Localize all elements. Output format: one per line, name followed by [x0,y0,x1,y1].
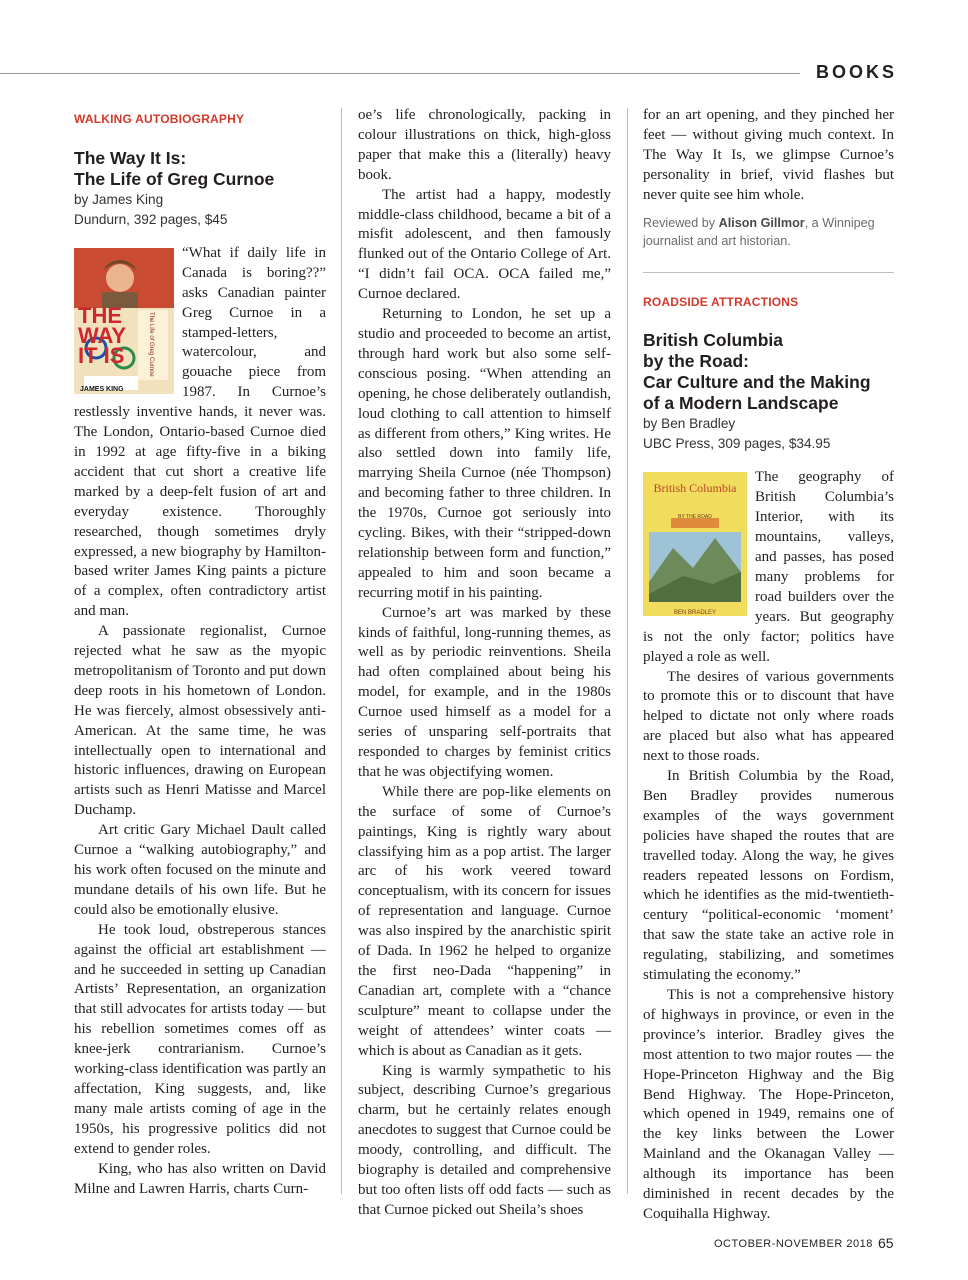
body-paragraph: While there are pop-like elements on the surface of some of Curnoe’s paintings, King is rightly wary about classifying him as a pop artist. The larger arc of his work veered toward conceptualism, with its concern for issues of representation and language. Curnoe was also inspired by the anarchistic spirit of Dada. In 1962 he helped to organize the first neo-Dada “happening” in Canadian art, complete with a “chance sculpture” meant to collapse under the weight of attendees’ winter coats — which is about as Canadian as it gets. [358,783,611,1059]
review-divider [643,272,894,273]
review2-title-line: by the Road: [643,351,749,372]
cover-author: JAMES KING [80,385,124,393]
reviewer-name: Alison Gillmor [718,215,805,230]
cover2-subtitle: BY THE ROAD [678,514,712,521]
review2-title-line: Car Culture and the Making [643,372,871,393]
body-paragraph: This is not a comprehensive history of highways in province, or even in the province’s interior. Bradley gives the most attention to two major routes — the Hope-Princeton Highway and the Big Bend Highway. The Hope-Princeton, which opened in 1949, remains one of the key links between the Lower Mainland and the Okanagan Valley — although its importance has been diminished in recent decades by the Coquihalla Highway. [643,987,894,1222]
column-1 [74,106,326,1199]
cover-big-text [78,302,127,368]
cover-spine-text: The Life of Greg Curnoe [148,311,154,377]
column-3 [643,106,894,1225]
review1-title-line: The Life of Greg Curnoe [74,168,275,189]
body-paragraph: In British Columbia by the Road, Ben Bradley provides numerous examples of the ways government policies have shaped the routes that are travelled today. Along the way, he gives readers repeated lessons on Fordism, which he identifies as the mid-twentieth-century “political-economic ‘moment’ that saw the state take an active role in regulating, stabilizing, and sometimes stimulating the economy.” [643,768,894,984]
review1-kicker: WALKING AUTOBIOGRAPHY [74,112,245,126]
body-paragraph: Returning to London, he set up a studio and proceeded to become an artist, through hard work but also some self-conscious posing. “When attending an opening, he chose deliberately outlandish, loud clothing to call attention to himself as different from others,” King writes. He also settled down into family life, marrying Sheila Curnoe (née Thompson) and becoming father to three children. In the 1970s, Curnoe got seriously into cycling. Bikes, with their “stripped-down relationship between form and function,” appealed to him and soon became a recurring motif in his painting. [358,306,611,601]
reviewer-credit [643,214,894,250]
review2-byline: by Ben Bradley [643,416,736,432]
review1-pubinfo: Dundurn, 392 pages, $45 [74,211,228,227]
column-divider [627,108,628,1194]
body-paragraph: The desires of various governments to promote this or to discount that have helped to dictate not only where roads are placed but also what has appeared next to those roads. [643,668,894,765]
header-rule [0,73,800,74]
cover-big-word: WAY [78,322,127,348]
cover-big-word: THE [78,302,122,328]
body-paragraph: Art critic Gary Michael Dault called Curnoe a “walking autobiography,” and his work often focused on the minute and mundane details of his own life. But he could also be emotionally elusive. [74,822,326,918]
body-paragraph: for an art opening, and they pinched her feet — without giving much context. In The Way It Is, we glimpse Curnoe’s personality in brief, vivid flashes but never quite see him whole. [643,107,894,203]
review1-title-line: The Way It Is: [74,147,187,168]
body-paragraph: King is warmly sympathetic to his subject, describing Curnoe’s gregarious charm, but he certainly relates enough anecdotes to suggest that Curnoe could be moody, controlling, and difficult. The biography is detailed and comprehensive but too often lists off odd facts — such as that Curnoe picked out Sheila’s shoes [358,1062,611,1218]
body-paragraph: “What if daily life in Canada is boring??” asks Canadian painter Greg Curnoe in a stamped-letters, watercolour, and gouache piece from 1987. In Curnoe’s restlessly inventive hands, it never was. The London, Ontario-based Curnoe died in 1992 at age fifty-five in a biking accident that cut short a creative life marked by a deep-felt fusion of art and everyday existence. Thoroughly researched, though sometimes dryly expressed, a new biography by Hamilton-based writer James King paints a picture of a complex, often contradictory artist and man. [74,244,326,620]
review2-pubinfo: UBC Press, 309 pages, $34.95 [643,436,831,452]
page-number: 65 [878,1235,894,1251]
reviewer-prefix: Reviewed by [643,215,719,230]
body-paragraph: The artist had a happy, modestly middle-class childhood, became a bit of a misfit adolescent, and then famously flunked out of the Ontario College of Art. “I didn’t fail OCA. OCA failed me,” Curnoe declared. [358,186,611,303]
review2-kicker: ROADSIDE ATTRACTIONS [643,294,799,309]
cover2-author: BEN BRADLEY [673,610,716,617]
body-paragraph: King, who has also written on David Milne and Lawren Harris, charts Curn- [74,1160,326,1197]
column-divider [341,108,342,1194]
issue-date: OCTOBER-NOVEMBER 2018 [714,1238,873,1250]
reviewer-suffix: , a Winnipeg journalist and art historian. [643,215,875,248]
book-cover-british-columbia [643,472,747,616]
cover2-title: British Columbia [653,481,737,496]
column-2 [358,106,611,1221]
body-paragraph: He took loud, obstreperous stances against the official art establishment — and he succeeded in setting up Canadian Artists’ Representation, an organization that still advocates for artists today — but his rebellion sometimes comes off as knee-jerk contrarianism. Curnoe’s working-class identification was partly an affectation, King suggests, and, like many male artists coming of age in the 1950s, his progressive politics did not extend to gender roles. [74,921,326,1157]
review2-title-line: of a Modern Landscape [643,393,839,414]
cover-big-word: IT IS [78,342,125,368]
review1-title [74,148,326,190]
review1-byline: by James King [74,191,164,207]
body-paragraph: A passionate regionalist, Curnoe rejected what he saw as the myopic metropolitanism of Toronto and put down deep roots in his hometown of London. He was fiercely, almost obsessively anti-American. At the same time, he was intellectually open to international and historic influences, drawing on European artists such as Henri Matisse and Marcel Duchamp. [74,623,326,819]
review2-title [643,330,894,414]
section-label: BOOKS [816,62,898,82]
body-paragraph: oe’s life chronologically, packing in colour illustrations on thick, high-gloss paper that make this a (literally) heavy book. [358,107,611,183]
review2-title-line: British Columbia [643,330,784,351]
book-cover-the-way-it-is [74,248,174,394]
body-paragraph: Curnoe’s art was marked by these kinds of faithful, long-running themes, as well as by periodic reinventions. Sheila had often complained about being his model, for example, and in the 1980s Curnoe used himself as a model for a series of unsparing self-portraits that responded to charges by feminist critics that he was objectifying women. [358,604,611,780]
body-paragraph: The geography of British Columbia’s Interior, with its mountains, valleys, and passes, has posed many problems for road builders over the years. But geography is not the only factor; politics have played a role as well. [643,469,894,665]
